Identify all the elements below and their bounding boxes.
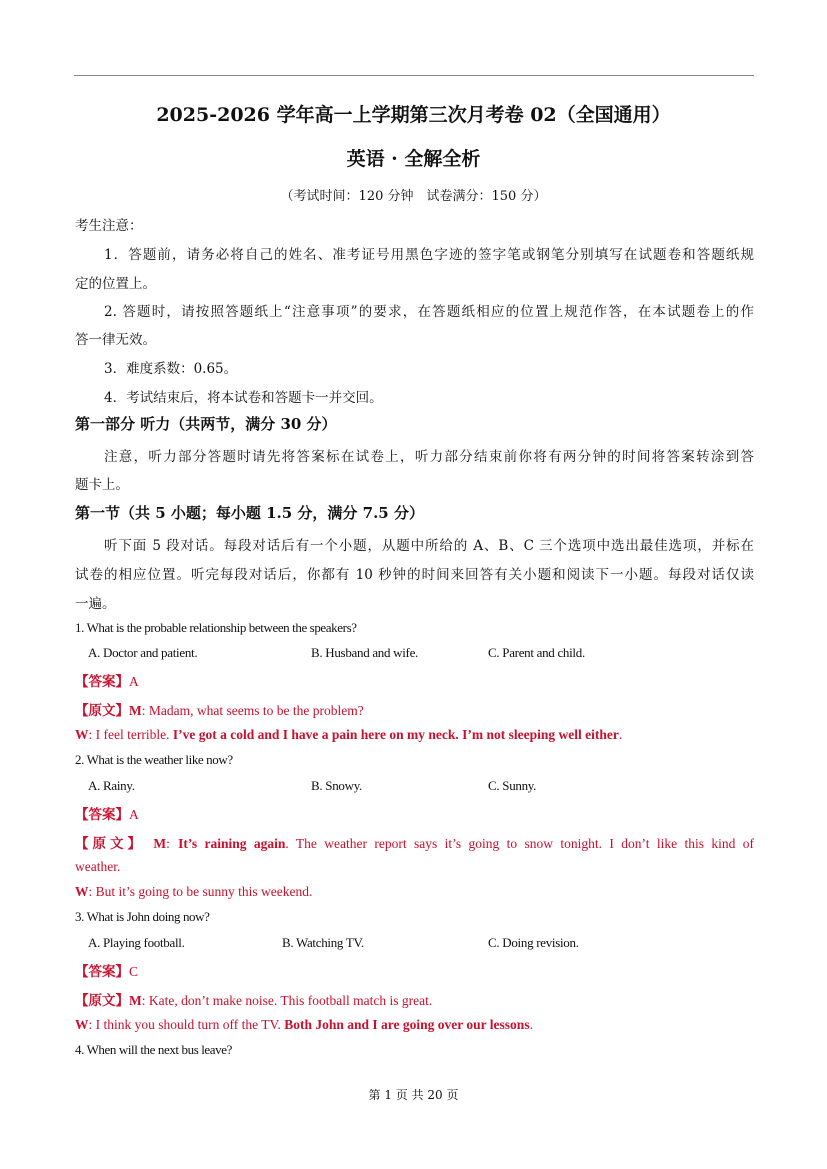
w-line-end: . xyxy=(618,727,623,742)
speaker-w: W xyxy=(75,727,89,742)
question-1-option-c: C. Parent and child. xyxy=(488,645,585,660)
question-2-option-c: C. Sunny. xyxy=(488,778,537,793)
part1-heading: 第一部分 听力（共两节，满分 30 分） xyxy=(75,415,337,433)
question-2-transcript-m xyxy=(75,832,754,852)
question-3-stem: 3. What is John doing now? xyxy=(75,909,210,924)
transcript-label: 【原文】 xyxy=(75,993,129,1009)
colon: : xyxy=(166,836,170,851)
question-2-option-a: A. Rainy. xyxy=(88,778,135,793)
header-rule xyxy=(74,75,754,76)
question-3-option-c: C. Doing revision. xyxy=(488,935,579,950)
question-1-transcript-m xyxy=(75,699,364,719)
colon: : xyxy=(141,993,146,1008)
w-line: But it’s going to be sunny this weekend. xyxy=(92,884,313,899)
speaker-w: W xyxy=(75,884,89,899)
question-1-stem: 1. What is the probable relationship between the speakers? xyxy=(75,620,357,635)
page-number: 第 1 页 共 20 页 xyxy=(368,1088,459,1102)
speaker-m: M xyxy=(129,993,142,1008)
colon: : xyxy=(141,703,146,718)
transcript-label: 【原文】 xyxy=(75,836,146,852)
w-line-end: . xyxy=(529,1017,533,1032)
question-2-transcript-m-cont xyxy=(75,859,120,875)
question-1-transcript-w xyxy=(75,727,622,743)
document-title: 2025-2026 学年高一上学期第三次月考卷 02（全国通用） xyxy=(156,104,671,126)
answer-label: 【答案】 xyxy=(75,807,129,823)
section1-instructions-end: 一遍。 xyxy=(75,596,116,612)
notice-item-4: 4．考试结束后，将本试卷和答题卡一并交回。 xyxy=(104,390,383,406)
question-2-option-b: B. Snowy. xyxy=(311,778,362,793)
question-2-stem: 2. What is the weather like now? xyxy=(75,752,233,767)
answer-label: 【答案】 xyxy=(75,964,129,980)
question-4-stem: 4. When will the next bus leave? xyxy=(75,1042,232,1057)
part1-note-cont: 题卡上。 xyxy=(75,477,129,493)
notice-item-3: 3．难度系数：0.65。 xyxy=(104,361,238,377)
question-3-transcript-m xyxy=(75,989,432,1009)
colon: : xyxy=(88,727,93,742)
exam-info: （考试时间：120 分钟 试卷满分：150 分） xyxy=(280,189,547,204)
answer-value: A xyxy=(129,807,139,822)
part1-note: 注意，听力部分答题时请先将答案标在试卷上，听力部分结束前你将有两分钟的时间将答案转涂到答 xyxy=(104,449,754,465)
speaker-w: W xyxy=(75,1017,89,1032)
m-line: . The weather report says it’s going to snow tonight. I don’t like this kind of xyxy=(285,836,754,851)
answer-value: A xyxy=(129,674,139,689)
m-line: Madam, what seems to be the problem? xyxy=(145,703,364,718)
notice-item-1: 1．答题前，请务必将自己的姓名、准考证号用黑色字迹的签字笔或钢笔分别填写在试题卷和答题纸规 xyxy=(104,247,754,263)
question-3-transcript-w xyxy=(75,1017,533,1033)
section1-instructions: 听下面 5 段对话。每段对话后有一个小题，从题中所给的 A、B、C 三个选项中选出最佳选项，并标在 xyxy=(104,538,754,554)
document-subtitle: 英语 · 全解全析 xyxy=(346,148,481,170)
question-1-option-b: B. Husband and wife. xyxy=(311,645,419,660)
question-3-option-b: B. Watching TV. xyxy=(282,935,364,950)
answer-value: C xyxy=(129,964,139,979)
question-1-answer xyxy=(75,670,139,690)
colon: : xyxy=(88,1017,93,1032)
question-3-answer xyxy=(75,960,138,980)
speaker-m: M xyxy=(129,703,142,718)
question-1-option-a: A. Doctor and patient. xyxy=(88,645,198,660)
colon: : xyxy=(88,884,93,899)
question-2-answer xyxy=(75,803,139,823)
question-3-option-a: A. Playing football. xyxy=(88,935,185,950)
m-line-key: It’s raining again xyxy=(178,836,286,851)
w-line: I think you should turn off the TV. xyxy=(92,1017,285,1032)
speaker-m: M xyxy=(153,836,167,851)
section1-heading: 第一节（共 5 小题；每小题 1.5 分，满分 7.5 分） xyxy=(75,504,424,522)
w-line-key: I’ve got a cold and I have a pain here on my neck. I’m not sleeping well either xyxy=(172,727,619,742)
notice-item-2-cont: 答一律无效。 xyxy=(75,332,156,348)
m-line-cont: weather. xyxy=(75,859,121,874)
m-line: Kate, don’t make noise. This football match is great. xyxy=(145,993,433,1008)
transcript-label: 【原文】 xyxy=(75,703,129,719)
question-2-transcript-w xyxy=(75,884,312,900)
notice-heading: 考生注意： xyxy=(75,218,143,234)
w-line: I feel terrible. xyxy=(92,727,173,742)
notice-item-2: 2. 答题时，请按照答题纸上“注意事项”的要求，在答题纸相应的位置上规范作答，在本试题卷上的作 xyxy=(104,304,754,320)
section1-instructions-cont: 试卷的相应位置。听完每段对话后，你都有 10 秒钟的时间来回答有关小题和阅读下一小题。每段对话仅读 xyxy=(75,567,754,583)
w-line-key: Both John and I are going over our lessons xyxy=(284,1017,530,1032)
answer-label: 【答案】 xyxy=(75,674,129,690)
notice-item-1-cont: 定的位置上。 xyxy=(75,276,156,292)
